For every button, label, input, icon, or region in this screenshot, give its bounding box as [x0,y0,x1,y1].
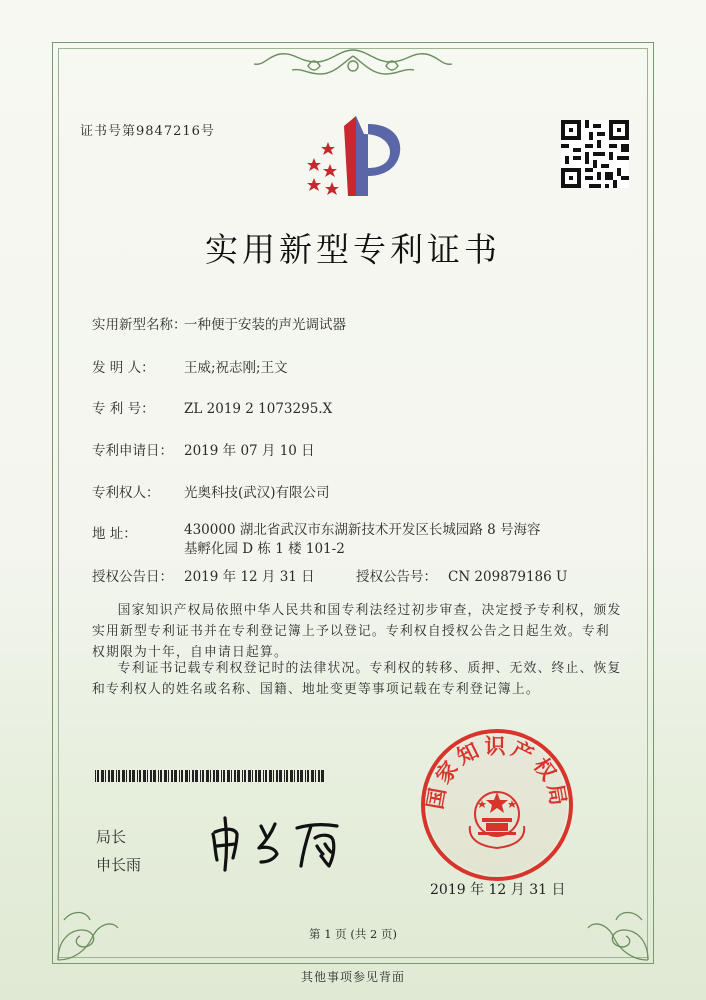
barcode-bar [311,770,314,782]
barcode-bar [206,770,209,782]
official-seal-icon [418,726,576,884]
barcode-bar [265,770,267,782]
qr-code-icon [561,120,629,188]
barcode-bar [105,770,106,782]
field-label: 专利权人： [92,485,160,501]
field-label: 授权公告号： [356,569,437,585]
barcode-bar [258,770,261,782]
barcode-bar [202,770,204,782]
barcode-bar [290,770,293,782]
field-label: 地 址： [92,526,137,542]
top-ornament [250,44,456,88]
barcode-bar [242,770,243,782]
barcode-bar [137,770,138,782]
barcode-bar [300,770,303,782]
field-value: CN 209879186 U [448,569,568,585]
field-label: 实用新型名称： [92,317,187,333]
field-value: 2019 年 07 月 10 日 [184,443,315,459]
bottom-right-ornament [584,880,654,962]
cnipa-logo-icon [300,112,410,198]
barcode-bar [95,770,96,782]
barcode-bar [231,770,232,782]
barcode-bar [255,770,257,782]
barcode-bar [244,770,246,782]
barcode-bar [234,770,236,782]
barcode-bar [276,770,278,782]
field-grant-date [92,565,315,585]
barcode-bar [286,770,288,782]
field-value: 2019 年 12 月 31 日 [184,569,315,585]
barcode-bar [147,770,148,782]
barcode-bar [273,770,274,782]
certificate-number: 证书号第9847216号 [80,124,215,139]
barcode-bar [252,770,253,782]
barcode-icon [95,770,325,782]
field-value: ZL 2019 2 1073295.X [184,401,333,417]
bottom-left-ornament [52,880,122,962]
barcode-bar [122,770,125,782]
barcode-bar [223,770,225,782]
barcode-bar [221,770,222,782]
barcode-bar [97,770,99,782]
field-value: 王威;祝志刚;王文 [184,360,288,376]
body-paragraph-2: 专利证书记载专利权登记时的法律状况。专利权的转移、质押、无效、终止、恢复和专利权人的姓名或名称、国籍、地址变更等事项记载在专利登记簿上。 [92,661,622,697]
field-patent-number [92,397,332,417]
barcode-bar [171,770,173,782]
barcode-bar [158,770,159,782]
barcode-bar [189,770,190,782]
director-title: 局长 [96,828,127,846]
barcode-bar [129,770,131,782]
field-application-date [92,439,315,459]
barcode-bar [237,770,240,782]
barcode-bar [164,770,167,782]
field-inventor [92,356,288,376]
barcode-bar [126,770,127,782]
barcode-bar [210,770,211,782]
barcode-bar [294,770,295,782]
barcode-bar [174,770,177,782]
field-grant-number [356,565,567,585]
certificate-title: 实用新型专利证书 [205,230,501,269]
director-name: 申长雨 [96,856,142,874]
barcode-bar [269,770,272,782]
barcode-bar [132,770,135,782]
barcode-bar [160,770,162,782]
barcode-bar [200,770,201,782]
seal-date: 2019 年 12 月 31 日 [430,882,566,898]
barcode-bar [279,770,282,782]
field-value: 一种便于安装的声光调试器 [184,317,346,333]
barcode-bar [116,770,117,782]
field-label: 发 明 人： [92,360,155,376]
field-patentee [92,481,330,501]
barcode-bar [108,770,110,782]
barcode-bar [118,770,120,782]
field-label: 专 利 号： [92,401,155,417]
barcode-bar [168,770,169,782]
barcode-bar [321,770,324,782]
barcode-bar [139,770,141,782]
barcode-bar [307,770,309,782]
barcode-bar [284,770,285,782]
barcode-bar [192,770,194,782]
field-utility-model-name [92,313,346,333]
barcode-bar [305,770,306,782]
footer-note: 其他事项参见背面 [300,970,405,984]
barcode-bar [248,770,251,782]
barcode-bar [227,770,230,782]
field-label: 授权公告日： [92,569,173,585]
barcode-bar [195,770,198,782]
field-address-value: 430000 湖北省武汉市东湖新技术开发区长城园路 8 号海容基孵化园 D 栋 1 楼 101-2 [184,522,541,557]
barcode-bar [143,770,146,782]
barcode-bar [181,770,183,782]
signature-icon [205,812,365,872]
field-address-label [92,522,184,542]
barcode-bar [213,770,215,782]
barcode-bar [111,770,114,782]
seal-text: 国家知识产权局 [422,734,572,812]
barcode-bar [263,770,264,782]
barcode-bar [315,770,316,782]
field-label: 专利申请日： [92,443,173,459]
page-number: 第 1 页 (共 2 页) [309,927,397,941]
barcode-bar [179,770,180,782]
barcode-bar [101,770,104,782]
barcode-bar [150,770,152,782]
barcode-bar [185,770,188,782]
barcode-bar [153,770,156,782]
body-paragraph-1: 国家知识产权局依照中华人民共和国专利法经过初步审查，决定授予专利权，颁发实用新型专利证书并在专利登记簿上予以登记。专利权自授权公告之日起生效。专利权期限为十年，自申请日起算。 [92,603,622,660]
field-value: 光奥科技(武汉)有限公司 [184,485,330,501]
barcode-bar [318,770,320,782]
barcode-bar [216,770,219,782]
barcode-bar [297,770,299,782]
